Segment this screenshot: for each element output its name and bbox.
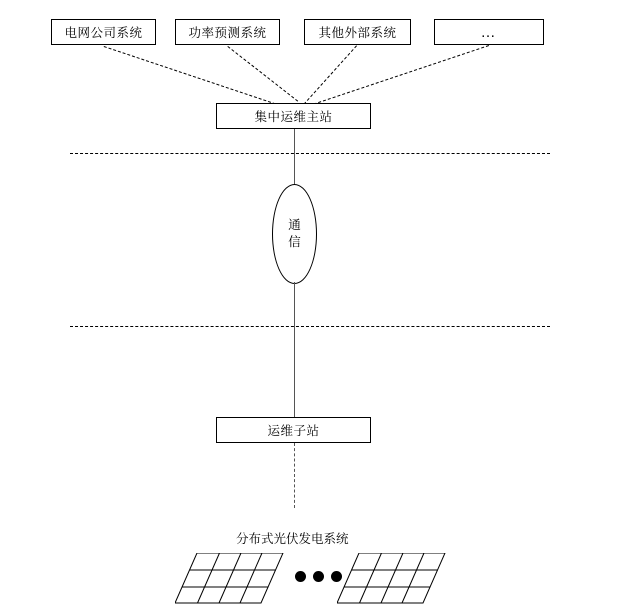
pv-array-right (337, 553, 447, 610)
ellipsis-dot (313, 571, 324, 582)
connector-communication-to-substation (294, 282, 295, 417)
ellipse-communication (272, 184, 317, 284)
ellipsis-dot (295, 571, 306, 582)
box-ops-substation (216, 417, 371, 443)
box-label: 运维子站 (267, 424, 320, 438)
pv-array-ellipsis (295, 571, 342, 582)
box-other-external-system (304, 19, 411, 45)
connector-master-to-communication (294, 129, 295, 189)
pv-array-left (175, 553, 285, 610)
box-label: 电网公司系统 (64, 26, 143, 40)
caption-distributed-pv-system: 分布式光伏发电系统 (236, 532, 349, 546)
pv-panel-icon (175, 553, 285, 605)
box-grid-company-system (51, 19, 156, 45)
connector-substation-to-pv (294, 443, 295, 508)
connector-grid-company-to-master (104, 46, 285, 108)
connector-more-to-master (309, 45, 489, 106)
box-more-systems (434, 19, 544, 45)
pv-panel-icon (337, 553, 447, 605)
box-label: 功率预测系统 (188, 26, 267, 40)
box-central-ops-master-station (216, 103, 371, 129)
box-label: 集中运维主站 (254, 110, 333, 124)
boundary-line-upper (70, 153, 550, 154)
communication-label-line1: 通 (288, 218, 301, 233)
box-label: 其他外部系统 (318, 26, 397, 40)
connector-forecast-to-master (227, 46, 298, 102)
communication-label-line2: 信 (288, 235, 301, 249)
box-label: … (480, 23, 498, 41)
box-power-forecast-system (175, 19, 280, 45)
boundary-line-lower (70, 326, 550, 327)
